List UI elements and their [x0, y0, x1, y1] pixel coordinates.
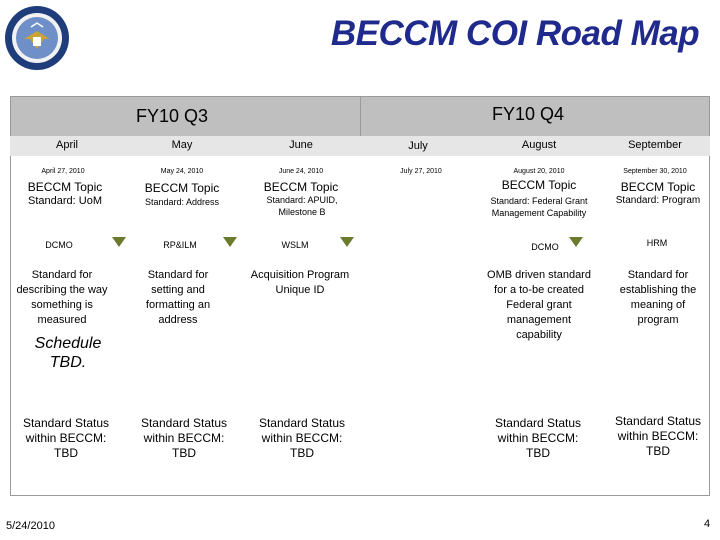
- milestone-triangle-icon: [223, 237, 237, 247]
- topic-april: BECCM Topic: [27, 180, 103, 194]
- milestone-triangle-icon: [340, 237, 354, 247]
- standard-june: Standard: APUID, Milestone B: [266, 195, 338, 217]
- footer-date: 5/24/2010: [6, 520, 55, 532]
- standard-april: Standard: UoM: [28, 195, 102, 207]
- status-june: Standard Status within BECCM: TBD: [258, 416, 346, 460]
- owner-september: HRM: [646, 238, 668, 248]
- status-august: Standard Status within BECCM: TBD: [494, 416, 582, 460]
- description-may: Standard for setting and formatting an address: [145, 269, 211, 326]
- quarter-label-q4: FY10 Q4: [492, 104, 565, 124]
- date-september: September 30, 2010: [623, 168, 687, 175]
- date-july: July 27, 2010: [400, 168, 442, 175]
- month-may: May: [171, 139, 193, 151]
- standard-september: Standard: Program: [615, 195, 701, 206]
- date-april: April 27, 2010: [41, 168, 85, 175]
- topic-june: BECCM Topic: [263, 180, 339, 194]
- standard-august: Standard: Federal Grant Management Capability: [490, 196, 588, 218]
- department-seal-logo: [4, 5, 70, 71]
- topic-september: BECCM Topic: [620, 180, 696, 194]
- quarter-label-q3: FY10 Q3: [136, 106, 209, 126]
- milestone-triangle-icon: [569, 237, 583, 247]
- description-august: OMB driven standard for a to-be created Federal grant management capability: [487, 269, 591, 341]
- milestone-triangle-icon: [112, 237, 126, 247]
- month-august: August: [521, 139, 557, 151]
- schedule-note: Schedule TBD.: [34, 335, 102, 371]
- owner-august: DCMO: [531, 242, 559, 252]
- quarter-divider: [360, 96, 361, 136]
- owner-april: DCMO: [45, 240, 73, 250]
- owner-may: RP&ILM: [163, 240, 197, 250]
- description-april: Standard for describing the way something is measured: [16, 269, 108, 326]
- date-august: August 20, 2010: [513, 168, 565, 175]
- owner-june: WSLM: [281, 240, 309, 250]
- topic-august: BECCM Topic: [501, 178, 577, 192]
- page-title: BECCM COI Road Map: [330, 14, 700, 53]
- month-june: June: [289, 139, 313, 151]
- description-june: Acquisition Program Unique ID: [250, 269, 350, 296]
- status-may: Standard Status within BECCM: TBD: [140, 416, 228, 460]
- month-july: July: [408, 140, 428, 152]
- standard-may: Standard: Address: [144, 197, 220, 207]
- month-september: September: [628, 139, 682, 151]
- description-september: Standard for establishing the meaning of program: [619, 269, 697, 326]
- topic-may: BECCM Topic: [144, 181, 220, 195]
- month-april: April: [55, 139, 78, 151]
- date-may: May 24, 2010: [160, 168, 204, 175]
- status-september: Standard Status within BECCM: TBD: [614, 414, 702, 458]
- page-number: 4: [704, 518, 711, 530]
- status-april: Standard Status within BECCM: TBD: [22, 416, 110, 460]
- date-june: June 24, 2010: [278, 168, 324, 175]
